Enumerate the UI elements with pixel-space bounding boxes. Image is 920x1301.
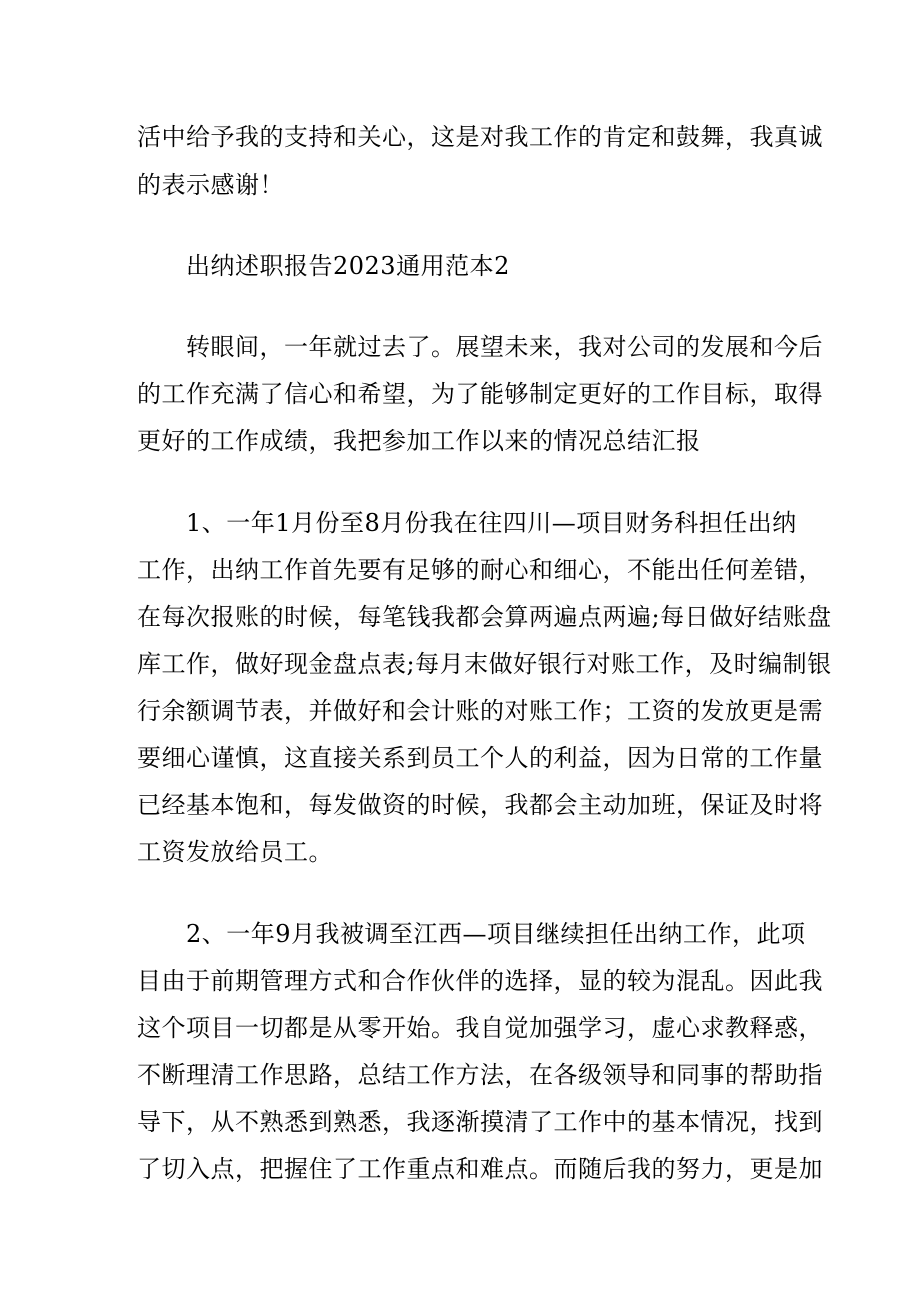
text-line: 更好的工作成绩，我把参加工作以来的情况总结汇报: [137, 427, 701, 455]
text-line: 不断理清工作思路，总结工作方法，在各级领导和同事的帮助指: [137, 1061, 823, 1089]
text-line: 的工作充满了信心和希望，为了能够制定更好的工作目标，取得: [137, 380, 823, 408]
text-line: 了切入点，把握住了工作重点和难点。而随后我的努力，更是加: [137, 1155, 823, 1183]
paragraph-first-line: 1、一年1月份至8月份我在往四川—项目财务科担任出纳: [186, 509, 797, 537]
text-line: 目由于前期管理方式和合作伙伴的选择，显的较为混乱。因此我: [137, 967, 823, 995]
text-line: 工作，出纳工作首先要有足够的耐心和细心，不能出任何差错，: [137, 556, 823, 584]
text-line: 导下，从不熟悉到熟悉，我逐渐摸清了工作中的基本情况，找到: [137, 1108, 823, 1136]
section-heading: 出纳述职报告2023通用范本2: [186, 252, 510, 280]
text-line: 在每次报账的时候，每笔钱我都会算两遍点两遍;每日做好结账盘: [137, 603, 832, 631]
paragraph-first-line: 2、一年9月我被调至江西—项目继续担任出纳工作，此项: [186, 920, 806, 948]
text-line: 库工作，做好现金盘点表;每月末做好银行对账工作，及时编制银: [137, 650, 832, 678]
text-line: 行余额调节表，并做好和会计账的对账工作；工资的发放更是需: [137, 697, 823, 725]
text-line: 要细心谨慎，这直接关系到员工个人的利益，因为日常的工作量: [137, 744, 823, 772]
text-line: 已经基本饱和，每发做资的时候，我都会主动加班，保证及时将: [137, 791, 823, 819]
text-line: 的表示感谢！: [137, 171, 284, 199]
paragraph-first-line: 转眼间，一年就过去了。展望未来，我对公司的发展和今后: [186, 333, 823, 361]
text-line: 这个项目一切都是从零开始。我自觉加强学习，虚心求教释惑，: [137, 1014, 823, 1042]
text-line: 工资发放给员工。: [137, 838, 333, 866]
text-line: 活中给予我的支持和关心，这是对我工作的肯定和鼓舞，我真诚: [137, 123, 823, 151]
